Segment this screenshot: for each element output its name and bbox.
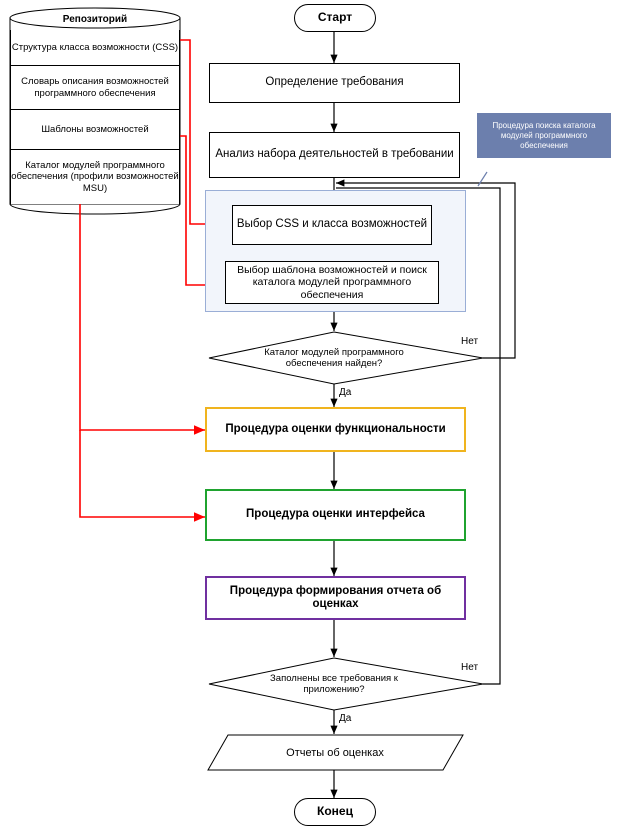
node-analysis[interactable]: Анализ набора деятельностей в требовании xyxy=(209,132,460,178)
node-start[interactable]: Старт xyxy=(294,4,376,32)
repository-item-catalog[interactable]: Каталог модулей программного обеспечения (профили возможностей MSU) xyxy=(10,150,180,204)
edge-label-no-1: Нет xyxy=(461,336,479,347)
node-proc-interface[interactable]: Процедура оценки интерфейса xyxy=(205,489,466,541)
decision-requirements-label: Заполнены все требования к приложению? xyxy=(270,672,398,695)
edge-label-no-2: Нет xyxy=(461,662,479,673)
repository-item-css[interactable]: Структура класса возможности (CSS) xyxy=(10,30,180,66)
decision-catalog-label: Каталог модулей программного обеспечения найден? xyxy=(264,346,404,369)
node-output-reports[interactable]: Отчеты об оценках xyxy=(286,746,384,759)
edge-label-yes-2: Да xyxy=(339,713,352,724)
callout-catalog-search: Процедура поиска каталога модулей программного обеспечения xyxy=(477,113,611,158)
node-proc-functionality[interactable]: Процедура оценки функциональности xyxy=(205,407,466,452)
node-end[interactable]: Конец xyxy=(294,798,376,826)
repository-item-templates[interactable]: Шаблоны возможностей xyxy=(10,110,180,150)
node-proc-report[interactable]: Процедура формирования отчета об оценках xyxy=(205,576,466,620)
node-requirements[interactable]: Определение требования xyxy=(209,63,460,103)
edge-label-yes-1: Да xyxy=(339,387,352,398)
repository-item-dictionary[interactable]: Словарь описания возможностей программного обеспечения xyxy=(10,66,180,110)
node-template-choice[interactable]: Выбор шаблона возможностей и поиск каталога модулей программного обеспечения xyxy=(225,261,439,304)
node-css-choice[interactable]: Выбор CSS и класса возможностей xyxy=(232,205,432,245)
repository-title: Репозиторий xyxy=(62,13,128,25)
